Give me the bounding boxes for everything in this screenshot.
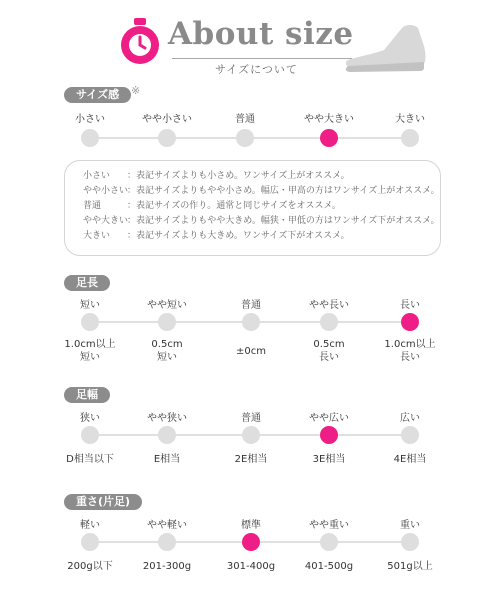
scale-icon bbox=[118, 17, 162, 65]
foot-length-detail: 1.0cm以上 短い bbox=[64, 339, 116, 363]
foot-length-detail: 0.5cm 長い bbox=[313, 339, 345, 363]
foot-length-option: やや長い bbox=[309, 300, 349, 311]
foot-length-option: 普通 bbox=[241, 300, 261, 311]
weight-dot bbox=[158, 533, 176, 551]
foot-width-option: 広い bbox=[400, 413, 420, 424]
foot-length-detail: ±0cm bbox=[236, 346, 266, 357]
foot-width-detail: D相当以下 bbox=[66, 454, 114, 465]
foot-width-dot bbox=[81, 426, 99, 444]
foot-width-detail: E相当 bbox=[153, 454, 181, 465]
foot-width-detail: 2E相当 bbox=[234, 454, 268, 465]
foot-length-option: やや短い bbox=[147, 300, 187, 311]
foot-width-option: やや広い bbox=[309, 413, 349, 424]
size-feel-option: やや小さい bbox=[142, 114, 192, 125]
weight-detail: 301-400g bbox=[226, 561, 276, 572]
size-feel-dot bbox=[81, 129, 99, 147]
foot-width-option: 普通 bbox=[241, 413, 261, 424]
foot-width-detail: 4E相当 bbox=[393, 454, 427, 465]
size-notes-box bbox=[64, 160, 441, 256]
page-header bbox=[0, 0, 500, 90]
weight-detail: 200g以下 bbox=[67, 561, 113, 572]
weight-option: やや軽い bbox=[147, 520, 187, 531]
foot-width-dot bbox=[158, 426, 176, 444]
note-row: 小さい ：表記サイズよりも小さめ。ワンサイズ上がオススメ。 bbox=[83, 171, 350, 181]
foot-width-option: 狭い bbox=[80, 413, 100, 424]
foot-length-label: 足長 bbox=[64, 275, 110, 291]
foot-length-dot-selected bbox=[401, 313, 419, 331]
size-feel-label: サイズ感 bbox=[64, 87, 131, 103]
size-feel-option: 普通 bbox=[235, 114, 255, 125]
weight-dot bbox=[401, 533, 419, 551]
foot-length-option: 短い bbox=[80, 300, 100, 311]
foot-width-label: 足幅 bbox=[64, 387, 110, 403]
weight-detail: 201-300g bbox=[142, 561, 192, 572]
weight-dot-selected bbox=[242, 533, 260, 551]
size-feel-option: やや大きい bbox=[304, 114, 354, 125]
foot-length-dot bbox=[320, 313, 338, 331]
weight-option: 重い bbox=[400, 520, 420, 531]
page-subtitle: サイズについて bbox=[215, 63, 298, 76]
weight-option: 標準 bbox=[241, 520, 261, 531]
size-feel-dot bbox=[236, 129, 254, 147]
title-divider bbox=[172, 58, 352, 59]
foot-length-detail: 0.5cm 短い bbox=[151, 339, 183, 363]
weight-label: 重さ(片足) bbox=[64, 494, 142, 510]
weight-dot bbox=[81, 533, 99, 551]
foot-width-dot bbox=[401, 426, 419, 444]
note-row: 大きい ：表記サイズよりも大きめ。ワンサイズ下がオススメ。 bbox=[83, 231, 350, 241]
foot-length-detail: 1.0cm以上 長い bbox=[384, 339, 436, 363]
size-feel-dot-selected bbox=[320, 129, 338, 147]
size-feel-dot bbox=[401, 129, 419, 147]
foot-length-dot bbox=[158, 313, 176, 331]
size-feel-option: 小さい bbox=[75, 114, 105, 125]
note-row: 普通 ：表記サイズの作り。通常と同じサイズをオススメ。 bbox=[83, 201, 341, 211]
weight-option: 軽い bbox=[80, 520, 100, 531]
size-feel-option: 大きい bbox=[395, 114, 425, 125]
page-title: About size bbox=[168, 16, 354, 52]
weight-detail: 401-500g bbox=[304, 561, 354, 572]
size-feel-dot bbox=[158, 129, 176, 147]
note-row: やや小さい ：表記サイズよりもやや小さめ。幅広・甲高の方はワンサイズ上がオススメ。 bbox=[83, 186, 440, 196]
foot-length-dot bbox=[81, 313, 99, 331]
foot-width-option: やや狭い bbox=[147, 413, 187, 424]
note-mark: ※ bbox=[131, 84, 141, 97]
weight-detail: 501g以上 bbox=[387, 561, 433, 572]
weight-dot bbox=[320, 533, 338, 551]
note-row: やや大きい ：表記サイズよりもやや大きめ。幅狭・甲低の方はワンサイズ下がオススメ。 bbox=[83, 216, 440, 226]
foot-width-dot bbox=[242, 426, 260, 444]
foot-width-detail: 3E相当 bbox=[312, 454, 346, 465]
foot-length-option: 長い bbox=[400, 300, 420, 311]
sneaker-icon bbox=[340, 20, 432, 76]
foot-length-dot bbox=[242, 313, 260, 331]
foot-width-dot-selected bbox=[320, 426, 338, 444]
weight-option: やや重い bbox=[309, 520, 349, 531]
